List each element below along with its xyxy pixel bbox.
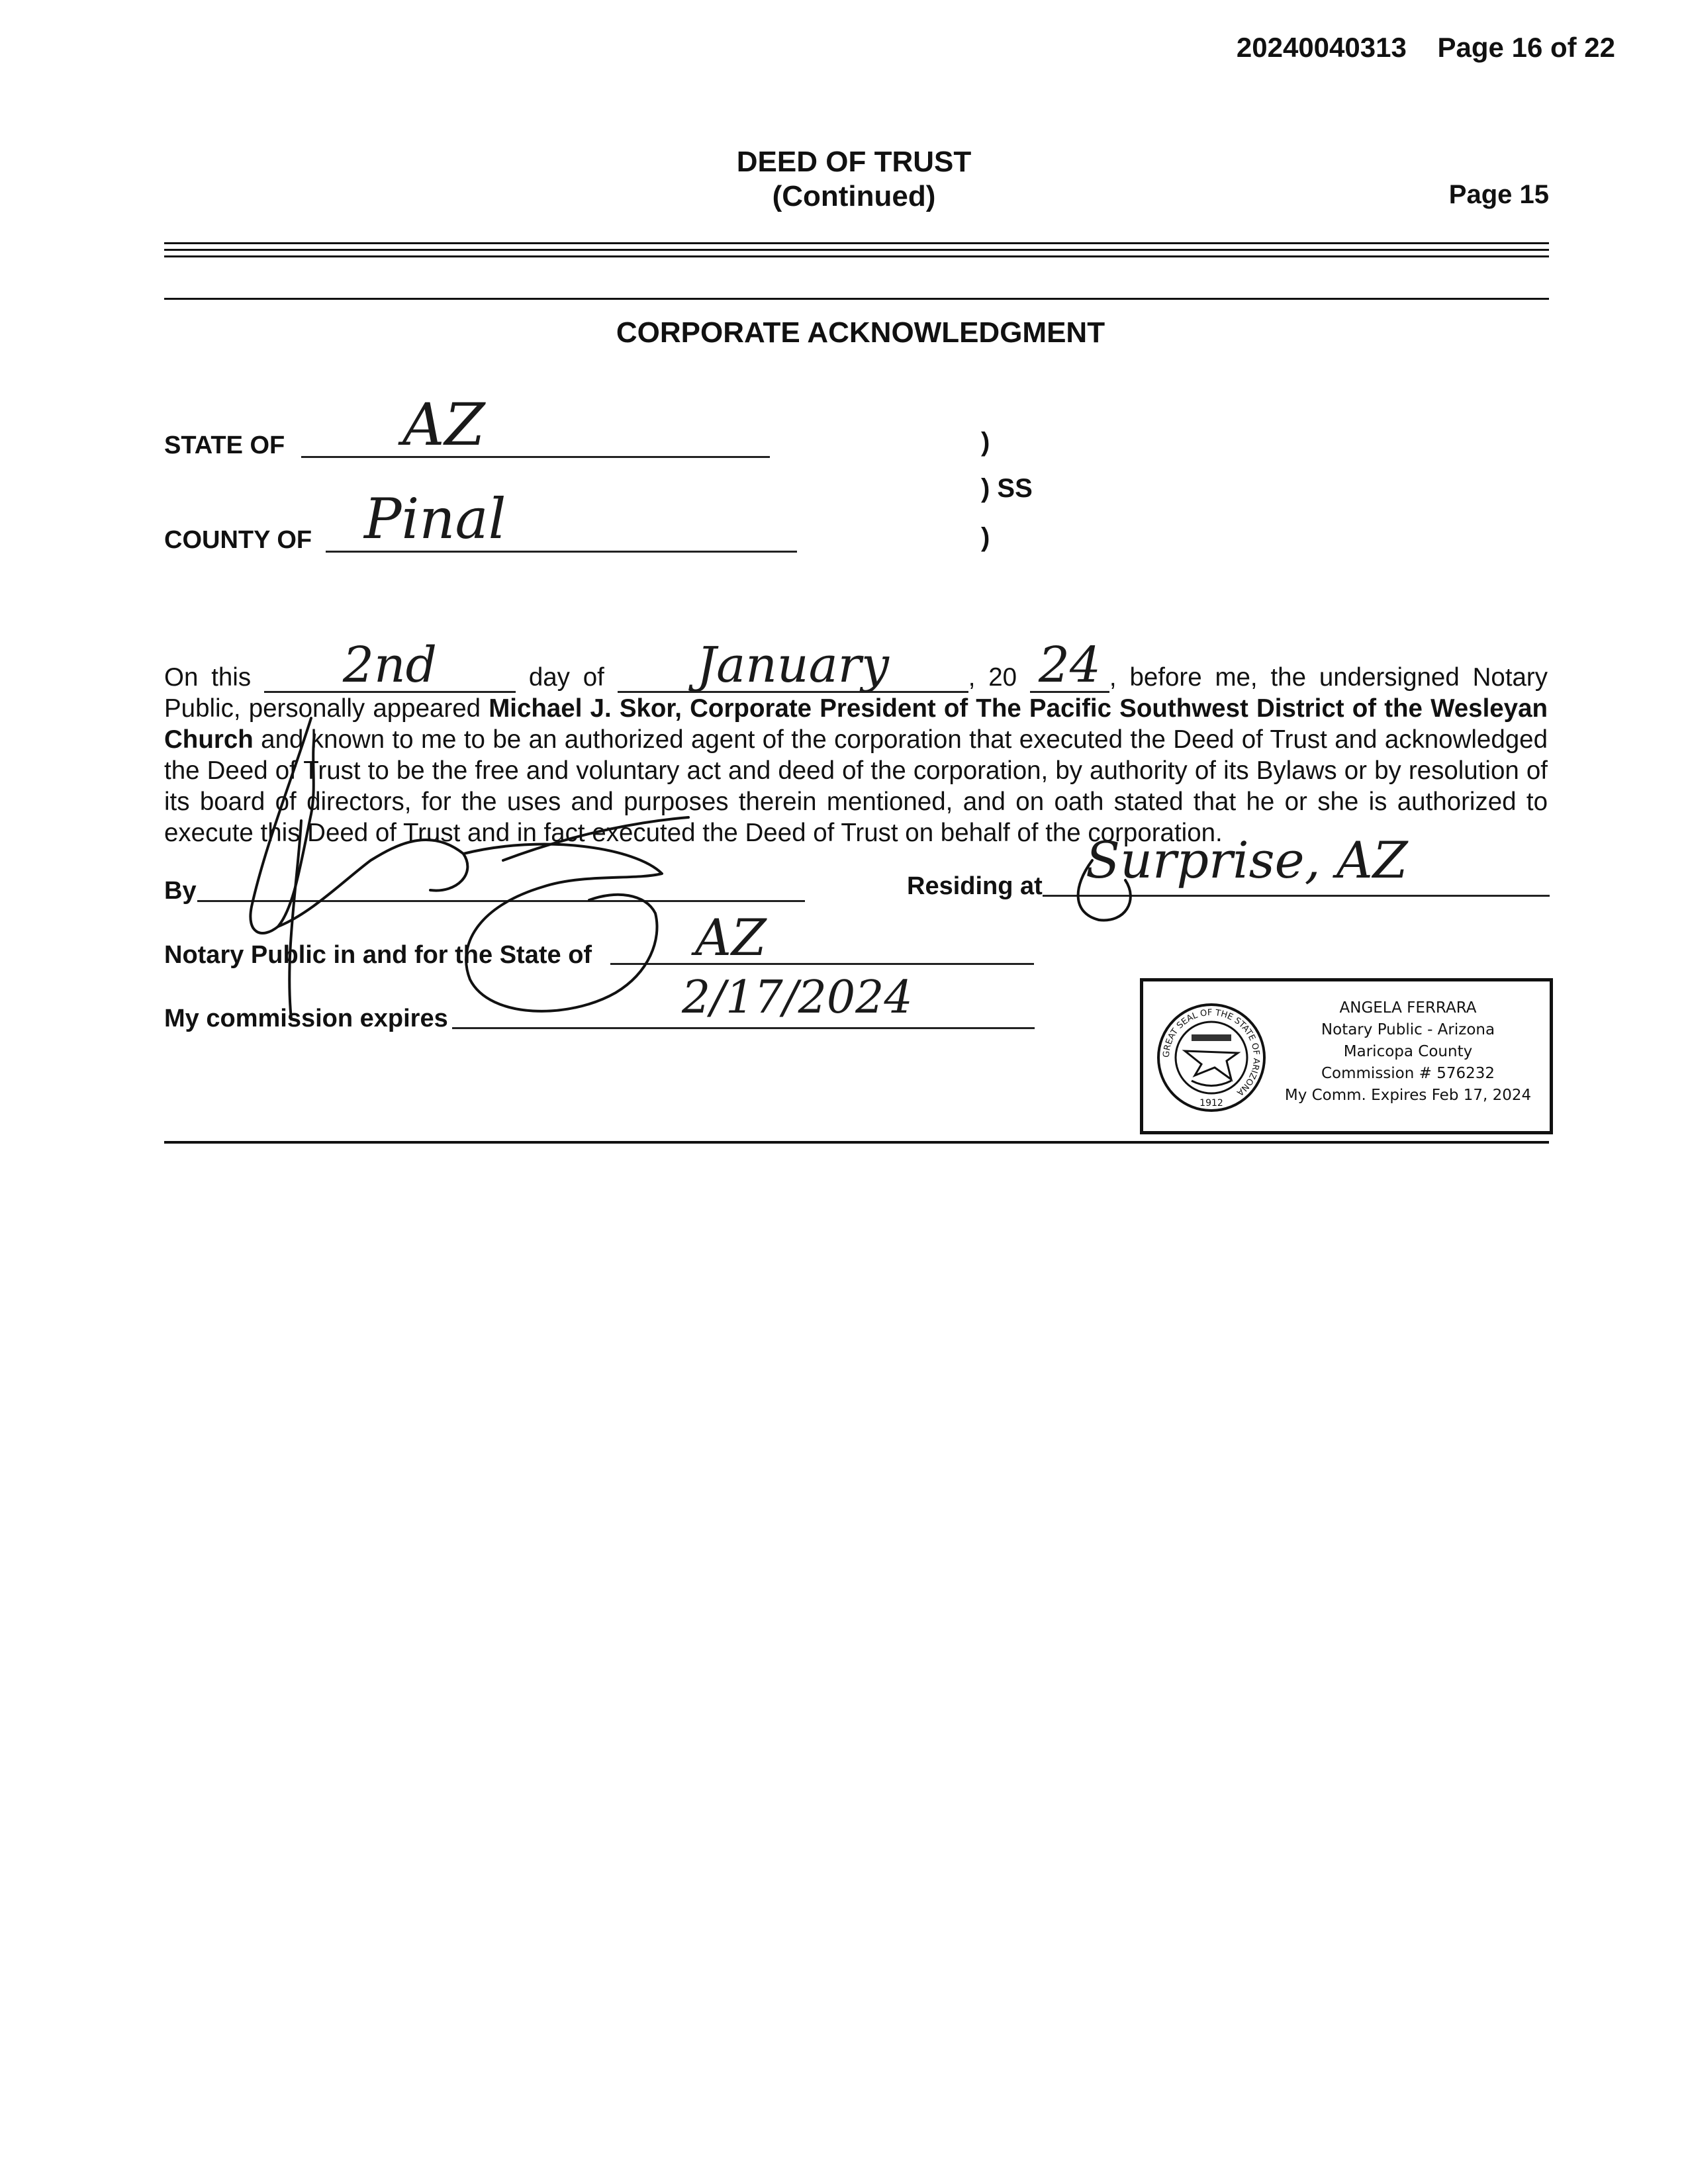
seal-year: 1912 bbox=[1199, 1098, 1223, 1109]
county-value: Pinal bbox=[364, 486, 506, 551]
residing-line bbox=[1043, 895, 1550, 897]
day-value: 2nd bbox=[342, 637, 438, 694]
section-rule bbox=[164, 298, 1549, 300]
state-line bbox=[301, 456, 770, 458]
year-blank bbox=[1030, 637, 1109, 694]
seal-ring-text: GREAT SEAL OF THE STATE OF ARIZONA bbox=[1161, 1007, 1262, 1098]
header-rule-bottom bbox=[164, 255, 1549, 257]
day-of-text: day of bbox=[528, 663, 604, 692]
document-page-number: Page 15 bbox=[1448, 180, 1549, 209]
recording-page-count: Page 16 of 22 bbox=[1437, 32, 1615, 63]
notary-stamp-text bbox=[1269, 997, 1547, 1107]
state-label: STATE OF bbox=[164, 432, 285, 459]
document-title: DEED OF TRUST bbox=[736, 146, 972, 178]
by-signature-line bbox=[197, 900, 805, 902]
notary-commission-number: Commission # 576232 bbox=[1321, 1065, 1495, 1082]
before-me-text: , before me, the undersigned Notary Public, personally appeared bbox=[164, 663, 1548, 723]
year-prefix-text: , 20 bbox=[968, 663, 1017, 692]
notary-stamp bbox=[1140, 978, 1553, 1134]
document-subtitle: (Continued) bbox=[772, 180, 936, 212]
month-value: January bbox=[696, 637, 889, 694]
section-heading: CORPORATE ACKNOWLEDGMENT bbox=[616, 316, 1105, 349]
notary-commission-expiry: My Comm. Expires Feb 17, 2024 bbox=[1284, 1087, 1532, 1104]
notary-state-label: Notary Public in and for the State of bbox=[164, 941, 592, 969]
notary-title: Notary Public - Arizona bbox=[1321, 1021, 1495, 1038]
header-rule-middle bbox=[164, 249, 1549, 251]
section-bottom-rule bbox=[164, 1141, 1549, 1144]
commission-value: 2/17/2024 bbox=[682, 972, 913, 1024]
header-rule-top bbox=[164, 242, 1549, 244]
venue-paren-top: ) bbox=[981, 428, 990, 457]
appeared-name: Michael J. Skor, Corporate President of The Pacific Southwest District of the Wesleyan Church bbox=[164, 694, 1548, 754]
acknowledgment-body: and known to me to be an authorized agent of the corporation that executed the Deed of Trust and acknowledged the Deed of Trust to be the free and voluntary act and deed of the corporation, by authority of its Bylaws or by resolution of its board of directors, for the uses and purposes therein mentioned, and on oath stated that he or she is authorized to execute this Deed of Trust and in fact executed the Deed of Trust on behalf of the corporation. bbox=[164, 725, 1548, 847]
by-label: By bbox=[164, 877, 197, 905]
arizona-state-seal-icon bbox=[1155, 1001, 1268, 1114]
county-label: COUNTY OF bbox=[164, 526, 312, 554]
venue-paren-bottom: ) bbox=[981, 523, 990, 552]
residing-value: Surprise, AZ bbox=[1086, 831, 1408, 889]
notary-state-value: AZ bbox=[695, 908, 767, 967]
on-this-text: On this bbox=[164, 663, 252, 692]
month-blank bbox=[618, 637, 968, 694]
commission-line bbox=[452, 1027, 1035, 1029]
document-page-header bbox=[1178, 32, 1615, 64]
recording-number: 20240040313 bbox=[1236, 32, 1407, 63]
notary-county: Maricopa County bbox=[1343, 1043, 1473, 1060]
day-blank bbox=[264, 637, 516, 694]
commission-label: My commission expires bbox=[164, 1005, 448, 1032]
notary-state-line bbox=[610, 963, 1034, 965]
acknowledgment-paragraph bbox=[164, 637, 1548, 848]
notary-name: ANGELA FERRARA bbox=[1339, 999, 1477, 1017]
residing-label: Residing at bbox=[907, 872, 1043, 900]
year-value: 24 bbox=[1038, 637, 1101, 694]
state-value: AZ bbox=[402, 390, 485, 459]
venue-ss: ) SS bbox=[981, 474, 1033, 503]
